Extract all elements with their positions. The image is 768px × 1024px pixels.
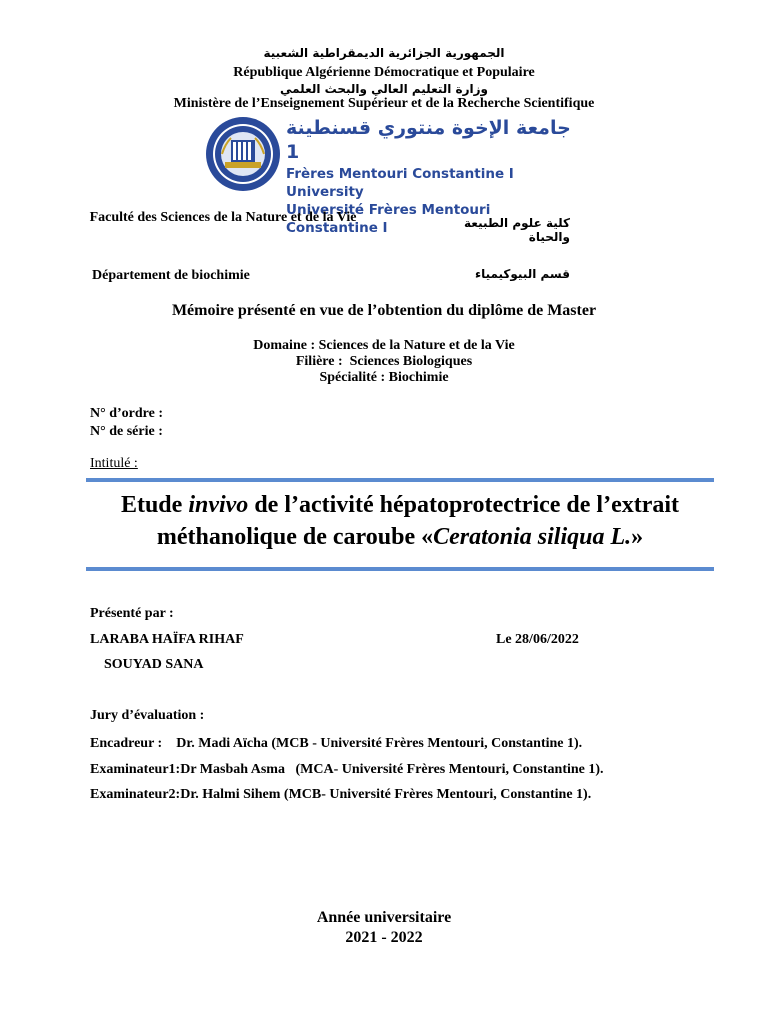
jury-examinateur-2: Examinateur2:Dr. Halmi Sihem (MCB- Université Frères Mentouri, Constantine 1).	[90, 787, 592, 802]
jury-encadreur: Encadreur : Dr. Madi Aïcha (MCB - Université Frères Mentouri, Constantine 1).	[90, 736, 583, 751]
university-name-english: Frères Mentouri Constantine I University	[286, 166, 514, 200]
serie-label: N° de série :	[90, 424, 163, 439]
ministry-arabic: وزارة التعليم العالي والبحث العلمي	[279, 82, 489, 96]
republic-french: République Algérienne Démocratique et Populaire	[233, 65, 535, 80]
title-part1: Etude	[120, 492, 189, 518]
title-part5: »	[631, 524, 644, 550]
department-arabic: قسم البيوكيمياء	[474, 267, 570, 281]
academic-year	[0, 908, 768, 948]
author-2: SOUYAD SANA	[104, 657, 204, 672]
academic-year-label: Année universitaire	[316, 909, 452, 926]
intitule-label: Intitulé :	[90, 456, 138, 471]
domaine: Domaine : Sciences de la Nature et de la Vie	[253, 338, 515, 353]
defense-date: Le 28/06/2022	[496, 632, 579, 647]
filiere: Filière : Sciences Biologiques	[295, 354, 473, 369]
faculty-arabic: كلية علوم الطبيعة والحياة	[464, 216, 570, 244]
republic-arabic: الجمهورية الجزائرية الديمقراطية الشعبية	[263, 46, 505, 60]
university-seal-icon	[205, 116, 281, 192]
department-french: Département de biochimie	[92, 268, 250, 283]
academic-year-value: 2021 - 2022	[345, 929, 423, 946]
program-info	[0, 338, 768, 386]
title-part3: de l’activité hépatoprotectrice de l’extrait méthanolique de caroube «	[156, 492, 680, 550]
title-invivo: invivo	[188, 492, 249, 518]
ordre-label: N° d’ordre :	[90, 406, 163, 421]
specialite: Spécialité : Biochimie	[319, 370, 449, 385]
presented-by-label: Présenté par :	[90, 606, 174, 621]
title-species: Ceratonia siliqua L.	[433, 524, 632, 550]
ministry-french: Ministère de l’Enseignement Supérieur et de la Recherche Scientifique	[173, 96, 595, 111]
university-name-french: Université Frères Mentouri Constantine I	[286, 202, 491, 236]
title-rule-bottom	[86, 567, 714, 571]
author-1: LARABA HAÏFA RIHAF	[90, 632, 244, 647]
title-rule-top	[86, 478, 714, 482]
jury-examinateur-1: Examinateur1:Dr Masbah Asma (MCA- Université Frères Mentouri, Constantine 1).	[90, 762, 604, 777]
university-name-arabic: جامعة الإخوة منتوري قسنطينة 1	[286, 117, 571, 163]
order-numbers	[90, 405, 163, 441]
jury-label: Jury d’évaluation :	[90, 708, 205, 723]
faculty-french: Faculté des Sciences de la Nature et de la Vie	[89, 210, 357, 225]
memoire-statement: Mémoire présenté en vue de l’obtention du diplôme de Master	[171, 302, 597, 319]
thesis-title	[80, 489, 720, 553]
